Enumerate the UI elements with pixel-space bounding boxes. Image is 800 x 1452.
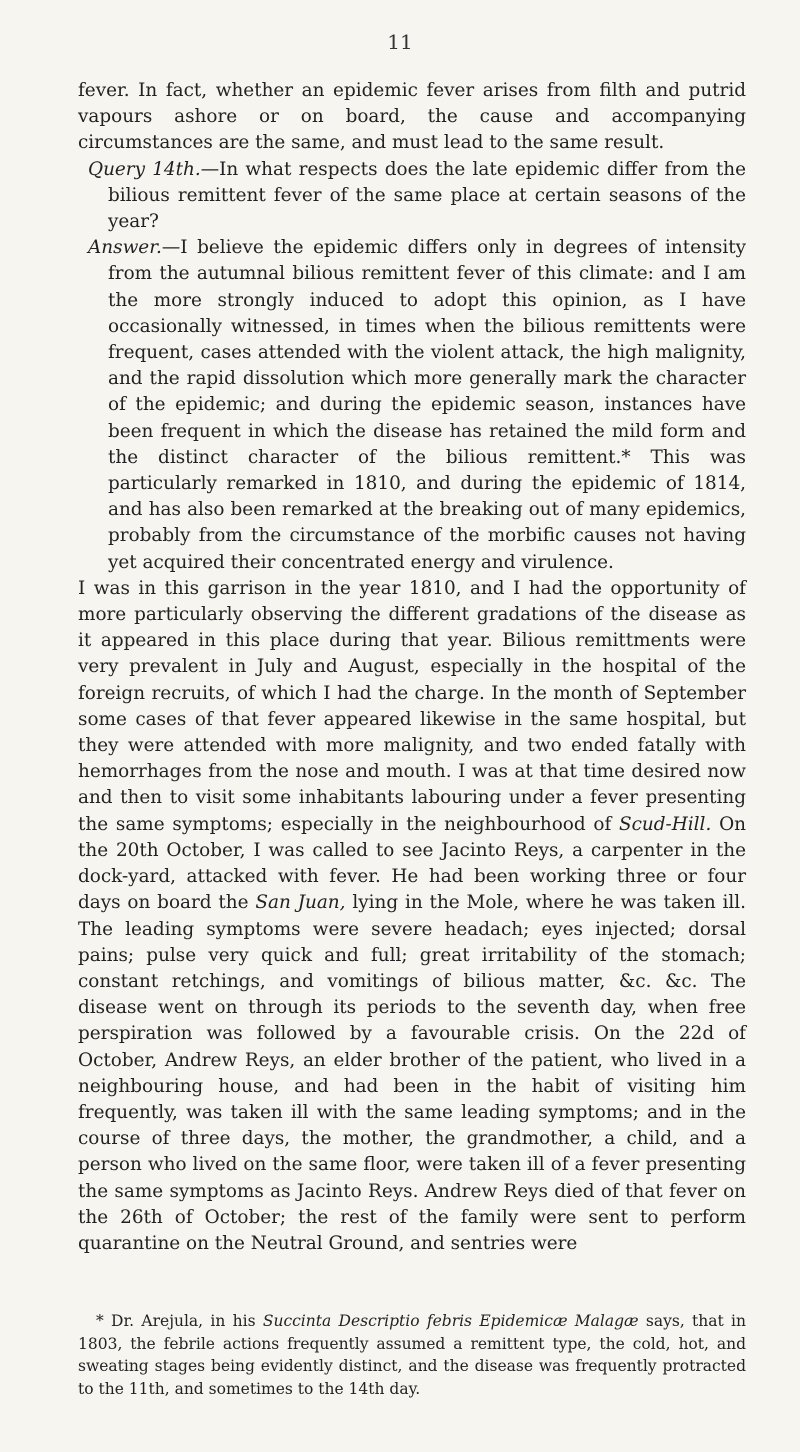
ship-name: San Juan, <box>255 892 346 914</box>
answer-paragraph <box>78 235 746 576</box>
answer-label: Answer. <box>88 237 162 259</box>
query-paragraph <box>78 157 746 236</box>
main-text <box>78 78 746 1257</box>
garrison-text-a: I was in this garrison in the year 1810, and I had the opportunity of more particularly observing the different gradations of the disease as it appeared in this place during that year. Bilious remittments were very prevalent in July and August, especially in the hospital of the foreign recruits, of which I had the charge. In the month of September some cases of that fever appeared likewise in the same hospital, but they were attended with more malignity, and two ended fatally with hemorrhages from the nose and mouth. I was at that time desired now and then to visit some inhabitants labouring under a fever presenting the same symptoms; especially in the neighbourhood of <box>78 577 746 835</box>
place-scud-hill: Scud-Hill. <box>619 813 712 835</box>
footnote-paragraph <box>78 1310 746 1400</box>
garrison-text-b: On the 20th October, I was called to see Jacinto Reys, a carpenter in the dock-yard, attacked with fever. He had been working three or four days on board the <box>78 813 746 914</box>
garrison-text-c: lying in the Mole, where he was taken ill. The leading symptoms were severe headach; eyes injected; dorsal pains; pulse very quick and full; great irritability of the stomach; constant retchings, and vomitings of bilious matter, &c. &c. The disease went on through its periods to the seventh day, when free perspiration was followed by a favourable crisis. On the 22d of October, Andrew Reys, an elder brother of the patient, who lived in a neighbouring house, and had been in the habit of visiting him frequently, was taken ill with the same leading symptoms; and in the course of three days, the mother, the grandmother, a child, and a person who lived on the same floor, were taken ill of a fever presenting the same symptoms as Jacinto Reys. Andrew Reys died of that fever on the 26th of October; the rest of the family were sent to perform quarantine on the Neutral Ground, and sentries were <box>78 892 747 1254</box>
paragraph-intro: fever. In fact, whether an epidemic fever arises from filth and putrid vapours ashore or on board, the cause and accompanying circumstances are the same, and must lead to the same result. <box>78 80 746 154</box>
footnote <box>78 1310 746 1400</box>
paragraph-garrison <box>78 576 746 1257</box>
query-label: Query 14th. <box>88 158 201 180</box>
page-number: 11 <box>387 30 413 54</box>
footnote-lead: * Dr. Arejula, in his <box>96 1312 263 1330</box>
footnote-rest: says, that in 1803, the febrile actions frequently assumed a remittent type, the cold, hot, and sweating stages being evidently distinct, and the disease was frequently protracted to the 11th, and sometimes to the 14th day. <box>78 1312 746 1398</box>
query-text: —In what respects does the late epidemic differ from the bilious remittent fever of the same place at certain seasons of the year? <box>108 158 746 233</box>
footnote-title: Succinta Descriptio febris Epidemicæ Malagæ <box>262 1312 639 1330</box>
answer-text: —I believe the epidemic differs only in degrees of intensity from the autumnal bilious remittent fever of this climate: and I am the more strongly induced to adopt this opinion, as I have occasionally witnessed, in times when the bilious remittents were frequent, cases attended with the violent attack, the high malignity, and the rapid dissolution which more generally mark the character of the epidemic; and during the epidemic season, instances have been frequent in which the disease has retained the mild form and the distinct character of the bilious remittent.* This was particularly remarked in 1810, and during the epidemic of 1814, and has also been remarked at the breaking out of many epidemics, probably from the circumstance of the morbific causes not having yet acquired their concentrated energy and virulence. <box>108 237 746 573</box>
